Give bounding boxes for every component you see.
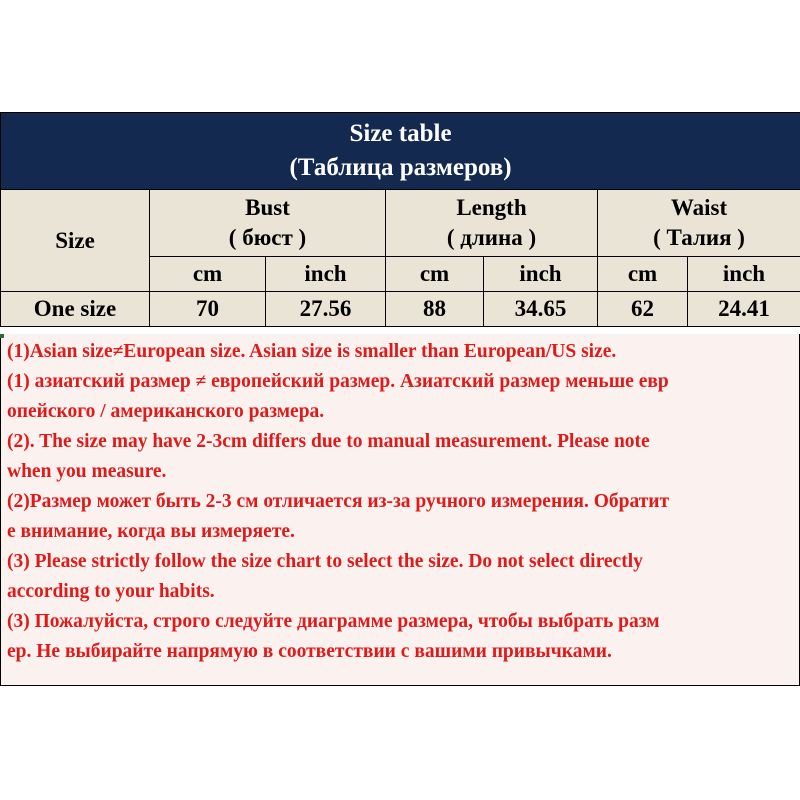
table-row xyxy=(1,292,800,327)
size-notes xyxy=(0,334,800,686)
table-cell: 62 xyxy=(598,292,688,327)
table-cell: 88 xyxy=(386,292,484,327)
length-label: Length xyxy=(456,195,527,220)
bust-label: Bust xyxy=(245,195,290,220)
bust-header xyxy=(150,190,386,257)
unit-header: cm xyxy=(150,257,266,292)
table-cell: 27.56 xyxy=(266,292,386,327)
table-cell: 34.65 xyxy=(484,292,598,327)
unit-header: inch xyxy=(266,257,386,292)
length-label-russian: ( длина ) xyxy=(446,225,537,250)
length-header xyxy=(386,190,598,257)
note-line: (3) Пожалуйста, строго следуйте диаграмме размера, чтобы выбрать разм xyxy=(7,611,660,632)
size-table xyxy=(0,112,800,327)
size-chart xyxy=(0,112,800,686)
unit-header: inch xyxy=(688,257,800,292)
size-column-header: Size xyxy=(1,190,150,292)
waist-label-russian: ( Талия ) xyxy=(653,225,745,250)
note-line: ер. Не выбирайте напрямую в соответствии с вашими привычками. xyxy=(7,641,612,662)
note-line: according to your habits. xyxy=(7,581,215,602)
note-line: (1)Asian size≠European size. Asian size is smaller than European/US size. xyxy=(7,341,617,362)
row-label: One size xyxy=(1,292,150,327)
table-title xyxy=(1,113,800,190)
waist-label: Waist xyxy=(670,195,728,220)
note-line: (3) Please strictly follow the size chart to select the size. Do not select directly xyxy=(7,551,643,572)
waist-header xyxy=(598,190,800,257)
table-cell: 24.41 xyxy=(688,292,800,327)
note-line: (2)Размер может быть 2-3 см отличается из-за ручного измерения. Обратит xyxy=(7,491,670,512)
corner-marker xyxy=(0,334,4,338)
title-english: Size table xyxy=(349,120,452,147)
title-russian: (Таблица размеров) xyxy=(289,154,512,181)
table-cell: 70 xyxy=(150,292,266,327)
note-line: е внимание, когда вы измеряете. xyxy=(7,521,295,542)
note-line: when you measure. xyxy=(7,461,167,482)
unit-header: cm xyxy=(598,257,688,292)
unit-header: cm xyxy=(386,257,484,292)
note-line: (1) азиатский размер ≠ европейский размер. Азиатский размер меньше евр xyxy=(7,371,669,392)
unit-header: inch xyxy=(484,257,598,292)
note-line: опейского / американского размера. xyxy=(7,401,325,422)
bust-label-russian: ( бюст ) xyxy=(228,225,307,250)
note-line: (2). The size may have 2-3cm differs due to manual measurement. Please note xyxy=(7,431,650,452)
